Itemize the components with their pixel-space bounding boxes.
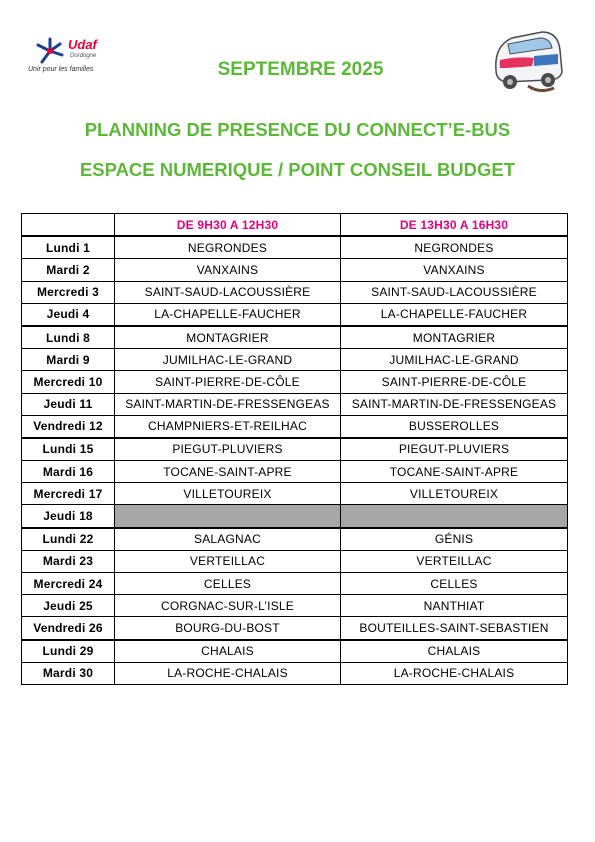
table-row	[22, 349, 568, 371]
table-row	[22, 303, 568, 326]
morning-cell: LA-ROCHE-CHALAIS	[115, 662, 341, 684]
planning-table	[21, 213, 568, 685]
morning-cell: BOURG-DU-BOST	[115, 617, 341, 640]
day-cell: Lundi 22	[22, 528, 115, 551]
afternoon-cell: TOCANE-SAINT-APRE	[341, 461, 568, 483]
table-row	[22, 505, 568, 528]
table-row	[22, 483, 568, 505]
column-header-afternoon: DE 13H30 A 16H30	[341, 214, 568, 237]
day-cell: Mercredi 10	[22, 371, 115, 393]
month-title: SEPTEMBRE 2025	[217, 59, 384, 80]
day-cell: Mardi 16	[22, 461, 115, 483]
table-row	[22, 640, 568, 663]
morning-cell: CHALAIS	[115, 640, 341, 663]
table-row	[22, 550, 568, 572]
afternoon-cell: SAINT-SAUD-LACOUSSIÈRE	[341, 281, 568, 303]
afternoon-cell	[341, 505, 568, 528]
day-cell: Lundi 15	[22, 438, 115, 461]
day-cell: Vendredi 26	[22, 617, 115, 640]
morning-cell: MONTAGRIER	[115, 326, 341, 349]
morning-cell: CORGNAC-SUR-L’ISLE	[115, 595, 341, 617]
day-cell: Lundi 8	[22, 326, 115, 349]
morning-cell: PIEGUT-PLUVIERS	[115, 438, 341, 461]
afternoon-cell: SAINT-MARTIN-DE-FRESSENGEAS	[341, 393, 568, 415]
afternoon-cell: BUSSEROLLES	[341, 415, 568, 438]
morning-cell: SAINT-PIERRE-DE-CÔLE	[115, 371, 341, 393]
table-row	[22, 393, 568, 415]
morning-cell: LA-CHAPELLE-FAUCHER	[115, 303, 341, 326]
afternoon-cell: LA-CHAPELLE-FAUCHER	[341, 303, 568, 326]
morning-cell: NEGRONDES	[115, 236, 341, 259]
table-row	[22, 528, 568, 551]
table-row	[22, 281, 568, 303]
day-cell: Mardi 9	[22, 349, 115, 371]
day-cell: Lundi 29	[22, 640, 115, 663]
table-row	[22, 573, 568, 595]
day-cell: Jeudi 18	[22, 505, 115, 528]
page-subtitle: ESPACE NUMERIQUE / POINT CONSEIL BUDGET	[79, 159, 516, 180]
afternoon-cell: MONTAGRIER	[341, 326, 568, 349]
logo-sub: Dordogne	[70, 53, 97, 59]
day-cell: Jeudi 25	[22, 595, 115, 617]
table-row	[22, 617, 568, 640]
day-cell: Mardi 2	[22, 259, 115, 281]
logo-tagline: Unir pour les familles	[28, 66, 94, 73]
morning-cell	[115, 505, 341, 528]
table-row	[22, 326, 568, 349]
table-header-row	[22, 214, 568, 237]
day-cell: Mercredi 24	[22, 573, 115, 595]
morning-cell: SALAGNAC	[115, 528, 341, 551]
afternoon-cell: SAINT-PIERRE-DE-CÔLE	[341, 371, 568, 393]
day-cell: Vendredi 12	[22, 415, 115, 438]
afternoon-cell: NANTHIAT	[341, 595, 568, 617]
morning-cell: VERTEILLAC	[115, 550, 341, 572]
morning-cell: VANXAINS	[115, 259, 341, 281]
afternoon-cell: VERTEILLAC	[341, 550, 568, 572]
table-row	[22, 461, 568, 483]
day-cell: Mercredi 3	[22, 281, 115, 303]
day-cell: Mardi 23	[22, 550, 115, 572]
afternoon-cell: VANXAINS	[341, 259, 568, 281]
morning-cell: CHAMPNIERS-ET-REILHAC	[115, 415, 341, 438]
morning-cell: SAINT-MARTIN-DE-FRESSENGEAS	[115, 393, 341, 415]
afternoon-cell: VILLETOUREIX	[341, 483, 568, 505]
day-cell: Jeudi 11	[22, 393, 115, 415]
table-row	[22, 438, 568, 461]
table-row	[22, 259, 568, 281]
column-header-morning: DE 9H30 A 12H30	[115, 214, 341, 237]
afternoon-cell: LA-ROCHE-CHALAIS	[341, 662, 568, 684]
morning-cell: VILLETOUREIX	[115, 483, 341, 505]
afternoon-cell: NEGRONDES	[341, 236, 568, 259]
table-row	[22, 415, 568, 438]
afternoon-cell: PIEGUT-PLUVIERS	[341, 438, 568, 461]
afternoon-cell: JUMILHAC-LE-GRAND	[341, 349, 568, 371]
day-cell: Mardi 30	[22, 662, 115, 684]
morning-cell: CELLES	[115, 573, 341, 595]
table-row	[22, 662, 568, 684]
table-row	[22, 236, 568, 259]
morning-cell: SAINT-SAUD-LACOUSSIÈRE	[115, 281, 341, 303]
table-row	[22, 371, 568, 393]
page-title: PLANNING DE PRESENCE DU CONNECT’E-BUS	[84, 119, 511, 140]
morning-cell: JUMILHAC-LE-GRAND	[115, 349, 341, 371]
afternoon-cell: CELLES	[341, 573, 568, 595]
day-cell: Lundi 1	[22, 236, 115, 259]
day-cell: Jeudi 4	[22, 303, 115, 326]
afternoon-cell: GÉNIS	[341, 528, 568, 551]
afternoon-cell: CHALAIS	[341, 640, 568, 663]
table-row	[22, 595, 568, 617]
logo-brand: Udaf	[68, 37, 97, 52]
afternoon-cell: BOUTEILLES-SAINT-SEBASTIEN	[341, 617, 568, 640]
morning-cell: TOCANE-SAINT-APRE	[115, 461, 341, 483]
day-cell: Mercredi 17	[22, 483, 115, 505]
column-header-day	[22, 214, 115, 237]
